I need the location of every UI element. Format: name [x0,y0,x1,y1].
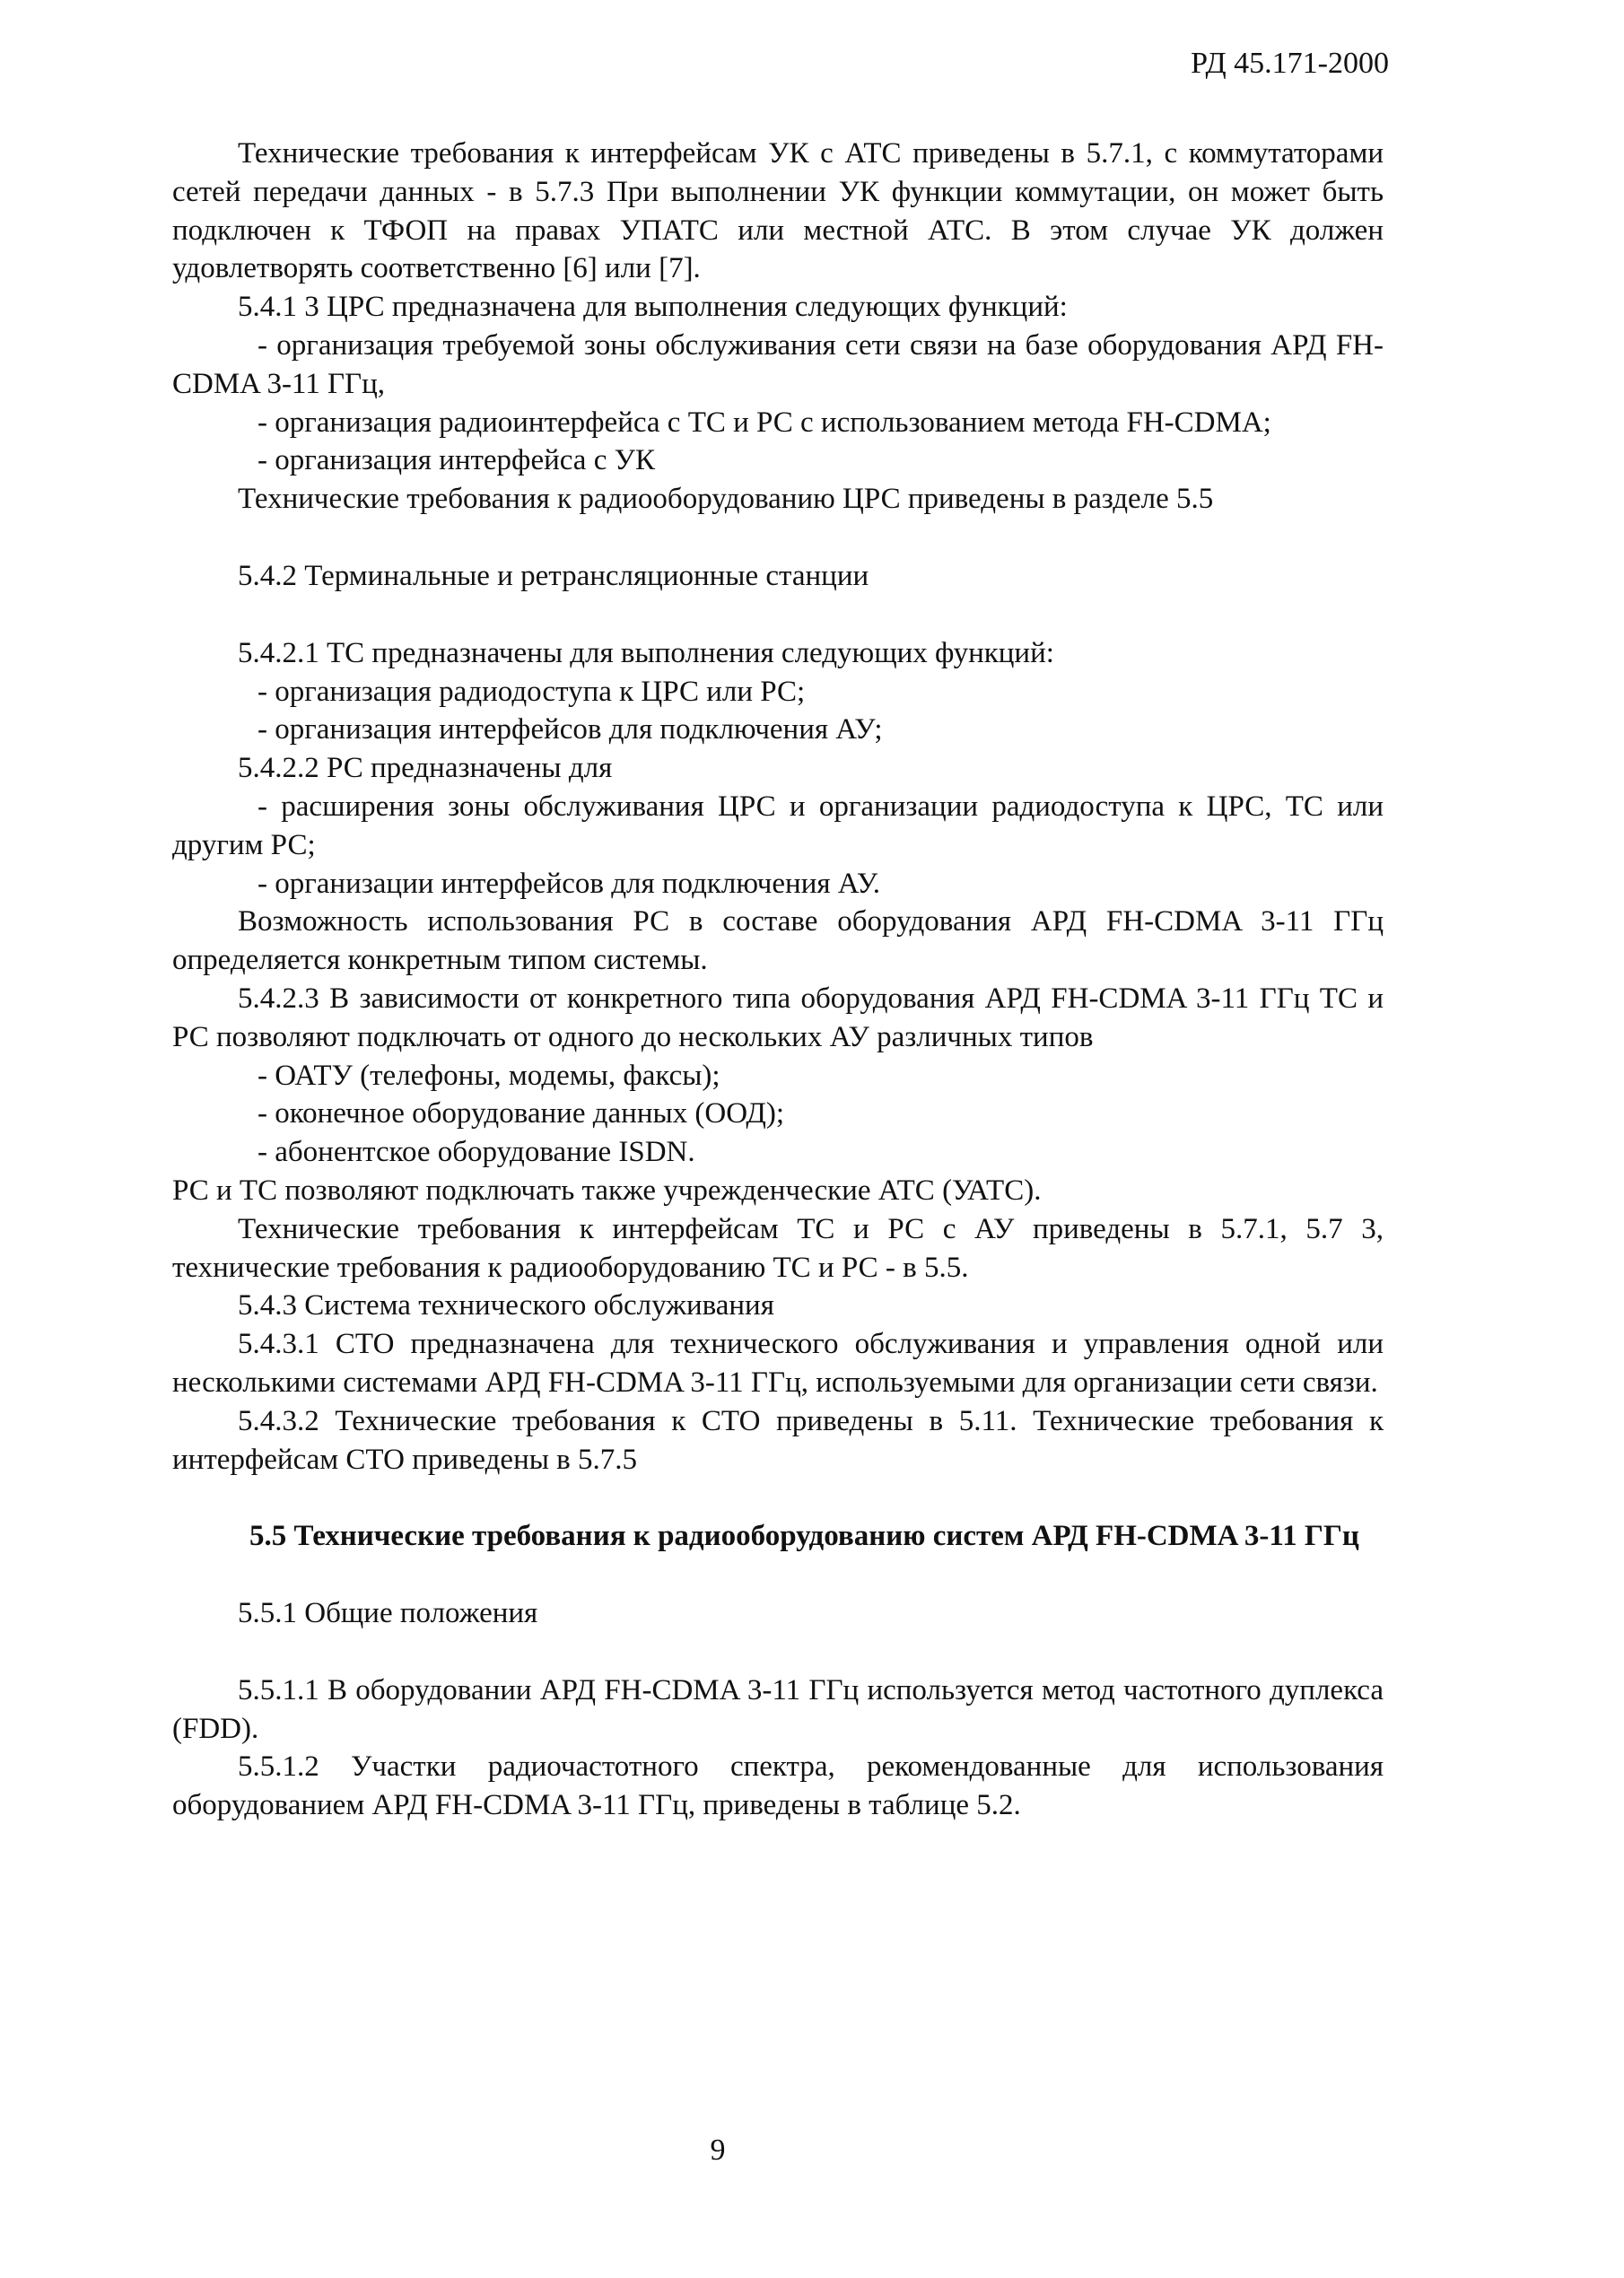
paragraph-sto-purpose: 5.4.3.1 СТО предназначена для технического обслуживания и управления одной или несколькими системами АРД FH-CDMA 3-11 ГГц, используемыми для организации сети связи. [172,1328,1384,1399]
list-item: - организация радиодоступа к ЦРС или РС; [258,675,806,708]
list-item: - организация интерфейса с УК [258,444,655,477]
paragraph-ats-interfaces: Технические требования к интерфейсам УК с АТС приведены в 5.7.1, с коммутаторами сетей передачи данных - в 5.7.3 При выполнении УК функции коммутации, он может быть подключен к ТФОП на правах УПАТС или местной АТС. В этом случае УК должен удовлетворять соответственно [6] или [7]. [172,137,1384,285]
paragraph-crs-functions: 5.4.1 3 ЦРС предназначена для выполнения следующих функций: [238,291,1068,324]
spacer [172,1556,1384,1594]
paragraph-ts-functions: 5.4.2.1 ТС предназначены для выполнения следующих функций: [238,636,1054,669]
list-item: - организация радиоинтерфейса с ТС и РС с использованием метода FH-CDMA; [258,406,1271,439]
paragraph-ts-rs-interfaces: Технические требования к интерфейсам ТС и РС с АУ приведены в 5.7.1, 5.7 3, технические требования к радиооборудованию ТС и РС - в 5.5. [172,1212,1384,1284]
section-heading-radio-equipment: 5.5 Технические требования к радиооборудованию систем АРД FH-CDMA 3-11 ГГц [249,1520,1359,1553]
list-item: - организации интерфейсов для подключения АУ. [258,867,880,900]
list-item: - абонентское оборудование ISDN. [258,1136,695,1169]
section-title-maintenance-system: 5.4.3 Система технического обслуживания [238,1289,774,1322]
paragraph-uats: РС и ТС позволяют подключать также учрежденческие АТС (УАТС). [172,1174,1042,1207]
list-item: - ОАТУ (телефоны, модемы, факсы); [258,1059,720,1092]
list-item: - организация интерфейсов для подключения АУ; [258,713,883,746]
list-item: - оконечное оборудование данных (ООД); [258,1097,785,1130]
paragraph-frequency-bands: 5.5.1.2 Участки радиочастотного спектра, рекомендованные для использования оборудованием АРД FH-CDMA 3-11 ГГц, приведены в таблице 5.2. [172,1750,1384,1822]
paragraph-sto-requirements: 5.4.3.2 Технические требования к СТО приведены в 5.11. Технические требования к интерфейсам СТО приведены в 5.7.5 [172,1404,1384,1476]
paragraph-rs-availability: Возможность использования РС в составе оборудования АРД FH-CDMA 3-11 ГГц определяется конкретным типом системы. [172,905,1384,977]
document-body [172,135,1384,1825]
page-number: 9 [710,2134,726,2167]
spacer [172,1633,1384,1671]
spacer [172,1479,1384,1517]
section-title-general: 5.5.1 Общие положения [238,1597,538,1630]
list-item: - расширения зоны обслуживания ЦРС и организации радиодоступа к ЦРС, ТС или другим РС; [172,790,1384,861]
paragraph-rs-purpose: 5.4.2.2 РС предназначены для [238,752,613,785]
paragraph-fdd: 5.5.1.1 В оборудовании АРД FH-CDMA 3-11 ГГц используется метод частотного дуплекса (FDD). [172,1673,1384,1745]
paragraph-subscriber-devices: 5.4.2.3 В зависимости от конкретного типа оборудования АРД FH-CDMA 3-11 ГГц ТС и РС позволяют подключать от одного до нескольких АУ различных типов [172,982,1384,1053]
section-title-terminal-stations: 5.4.2 Терминальные и ретрансляционные станции [238,559,869,592]
spacer [172,519,1384,557]
list-item: - организация требуемой зоны обслуживания сети связи на базе оборудования АРД FH-CDMA 3-11 ГГц, [172,328,1384,400]
document-code: РД 45.171-2000 [1191,47,1389,80]
spacer [172,596,1384,634]
paragraph-crs-requirements: Технические требования к радиооборудованию ЦРС приведены в разделе 5.5 [238,483,1214,516]
